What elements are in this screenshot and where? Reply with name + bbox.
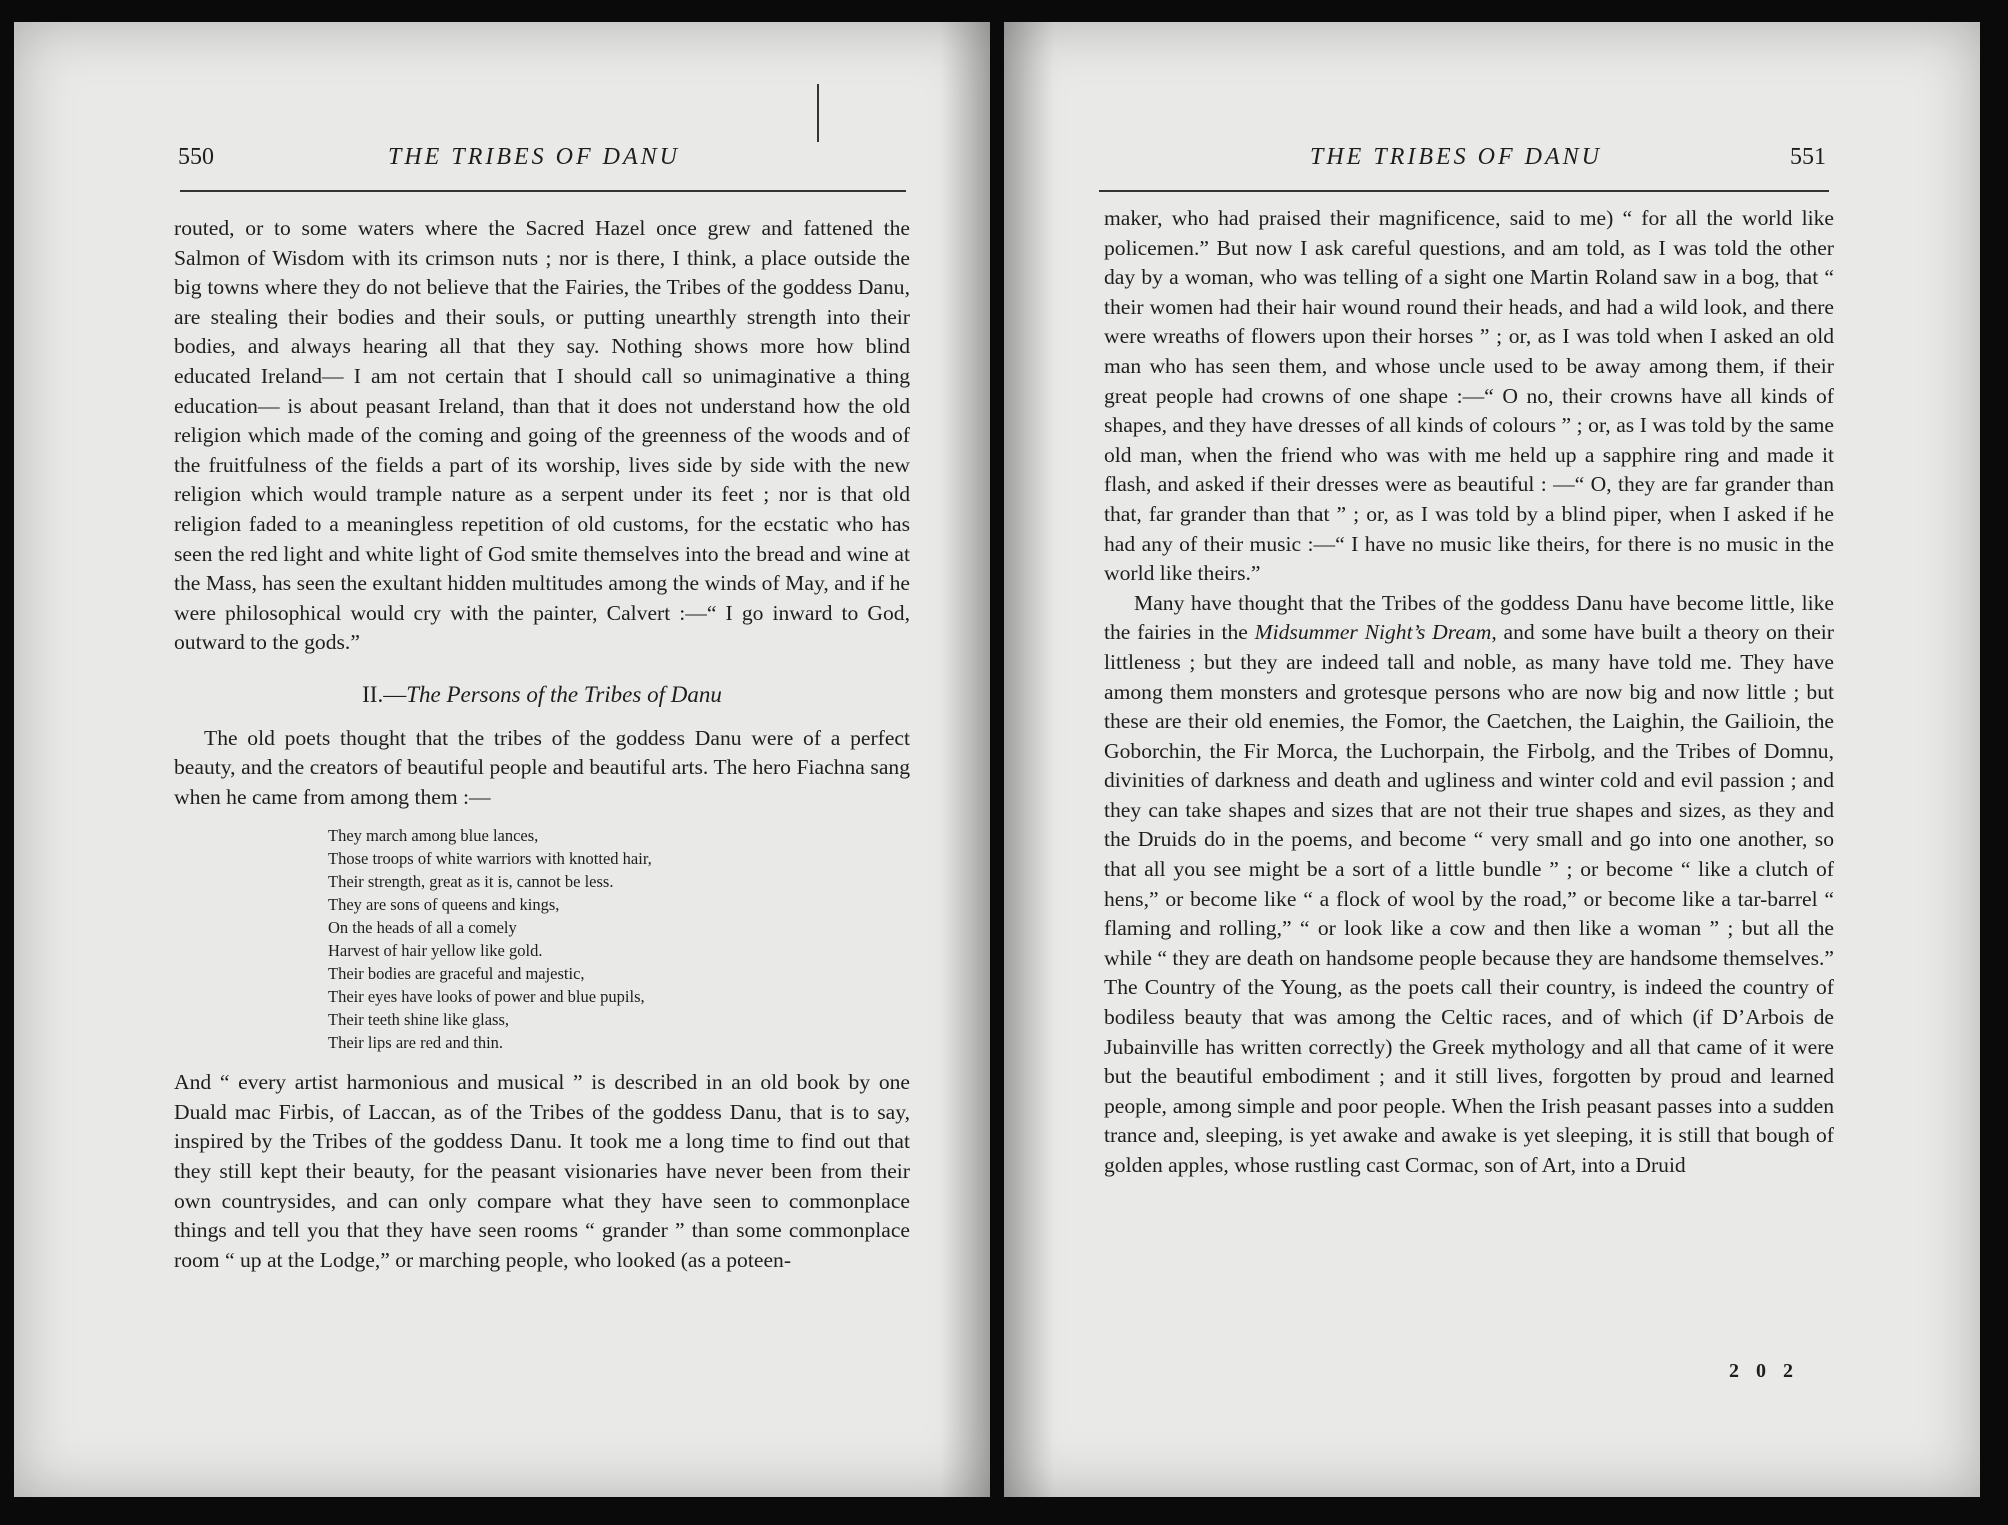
verse-line: Their bodies are graceful and majestic, (328, 964, 585, 984)
running-head: THE TRIBES OF DANU (388, 144, 680, 170)
page-number: 551 (1790, 144, 1826, 170)
running-head: THE TRIBES OF DANU (1310, 144, 1602, 170)
right-body-text (1104, 204, 1834, 1181)
paragraph (1104, 589, 1834, 1181)
verse-line: Harvest of hair yellow like gold. (328, 941, 543, 961)
header-rule (1099, 190, 1829, 192)
left-body-text (174, 214, 910, 1275)
section-title: The Persons of the Tribes of Danu (406, 681, 722, 707)
header-rule (180, 190, 906, 192)
verse-line: Those troops of white warriors with knotted hair, (328, 849, 652, 869)
paragraph-text: Many have thought that the Tribes of the goddess Danu have become little, like the fairies in the (1104, 590, 1834, 645)
section-number: II.— (362, 681, 407, 707)
verse-line: On the heads of all a comely (328, 918, 517, 938)
verse-line: They are sons of queens and kings, (328, 895, 560, 915)
page-number: 550 (178, 144, 214, 170)
margin-mark (817, 84, 819, 142)
gutter-shadow (1004, 22, 1054, 1497)
paragraph: And “ every artist harmonious and musical ” is described in an old book by one Duald mac Firbis, of Laccan, as of the Tribes of the goddess Danu, that is to say, inspired by the Tribes of the goddess Danu. It took me a long time to find out that they still kept their beauty, for the peasant visionaries have never been from their own countrysides, and can only compare what they have seen to commonplace things and tell you that they have seen rooms “ grander ” than some commonplace room “ up at the Lodge,” or marching people, who looked (as a poteen- (174, 1070, 910, 1272)
signature-mark: 2 0 2 (1729, 1360, 1799, 1382)
verse-line: They march among blue lances, (328, 826, 539, 846)
gutter-shadow (940, 22, 990, 1497)
verse-line: Their eyes have looks of power and blue pupils, (328, 987, 645, 1007)
verse-line: Their lips are red and thin. (328, 1033, 504, 1053)
verse-line: Their strength, great as it is, cannot be less. (328, 872, 614, 892)
book-title: Midsummer Night’s Dream (1254, 620, 1492, 645)
section-heading (174, 680, 910, 710)
paragraph: maker, who had praised their magnificence, said to me) “ for all the world like policemen.” But now I ask careful questions, and am told, as I was told the other day by a woman, who was telling of a sight one Martin Roland saw in a bog, that “ their women had their hair wound round their heads, and had a wild look, and there were wreaths of flowers upon their horses ” ; or, as I was told when I asked an old man who has seen them, and whose uncle used to be away among them, if their great people had crowns of one shape :—“ O no, their crowns have all kinds of shapes, and they have dresses of all kinds of colours ” ; or, as I was told by the same old man, when the friend who was with me held up a sapphire ring and made it flash, and asked if their dresses were as beautiful : —“ O, they are far grander than that, far grander than that ” ; or, as I was told by a blind piper, when I asked if he had any of their music :—“ I have no music like theirs, for there is no music in the world like theirs.” (1104, 206, 1834, 586)
verse-block (328, 824, 910, 1054)
left-page (14, 22, 990, 1497)
paragraph-text: , and some have built a theory on their littleness ; but they are indeed tall and noble, as many have told me. They have among them monsters and grotesque persons who are now big and now little ; but these are their old enemies, the Fomor, the Caetchen, the Laighin, the Gailioin, the Goborchin, the Fir Morca, the Luchorpain, the Firbolg, and the Tribes of Domnu, divinities of darkness and death and ugliness and winter cold and evil passion ; and they can take shapes and sizes that are not their true shapes and sizes, as they and the Druids do in the poems, and become “ very small and go into one another, so that all you see might be a sort of a little bundle ” ; or become “ like a clutch of hens,” or become like “ a flock of wool by the road,” or become like a tar-barrel “ flaming and rolling,” “ or look like a cow and then like a woman ” ; but all the while “ they are death on handsome people because they are handsome themselves.” The Country of the Young, as the poets call their country, is indeed the country of bodiless beauty that was among the Celtic races, and of which (if D’Arbois de Jubainville has written correctly) the Greek mythology and all that came of it were but the beautiful embodiment ; and it still lives, forgotten by proud and learned people, among simple and poor people. When the Irish peasant passes into a sudden trance and, sleeping, is yet awake and awake is yet sleeping, it is still that bough of golden apples, whose rustling cast Cormac, son of Art, into a Druid (1104, 620, 1834, 1177)
paragraph: The old poets thought that the tribes of the goddess Danu were of a perfect beauty, and the creators of beautiful people and beautiful arts. The hero Fiachna sang when he came from among them :— (174, 725, 910, 809)
verse-line: Their teeth shine like glass, (328, 1010, 509, 1030)
paragraph: routed, or to some waters where the Sacred Hazel once grew and fattened the Salmon of Wisdom with its crimson nuts ; nor is there, I think, a place outside the big towns where they do not believe that the Fairies, the Tribes of the goddess Danu, are stealing their bodies and their souls, or putting unearthly strength into their bodies, and always hearing all that they say. Nothing shows more how blind educated Ireland— I am not certain that I should call so unimaginative a thing education— is about peasant Ireland, than that it does not understand how the old religion which made of the coming and going of the greenness of the woods and of the fruitfulness of the fields a part of its worship, lives side by side with the new religion which would trample nature as a serpent under its feet ; nor is that old religion faded to a meaningless repetition of old customs, for the ecstatic who has seen the red light and white light of God smite themselves into the bread and wine at the Mass, has seen the exultant hidden multitudes among the winds of May, and if he were philosophical would cry with the painter, Calvert :—“ I go inward to God, outward to the gods.” (174, 216, 910, 655)
right-page (1004, 22, 1980, 1497)
